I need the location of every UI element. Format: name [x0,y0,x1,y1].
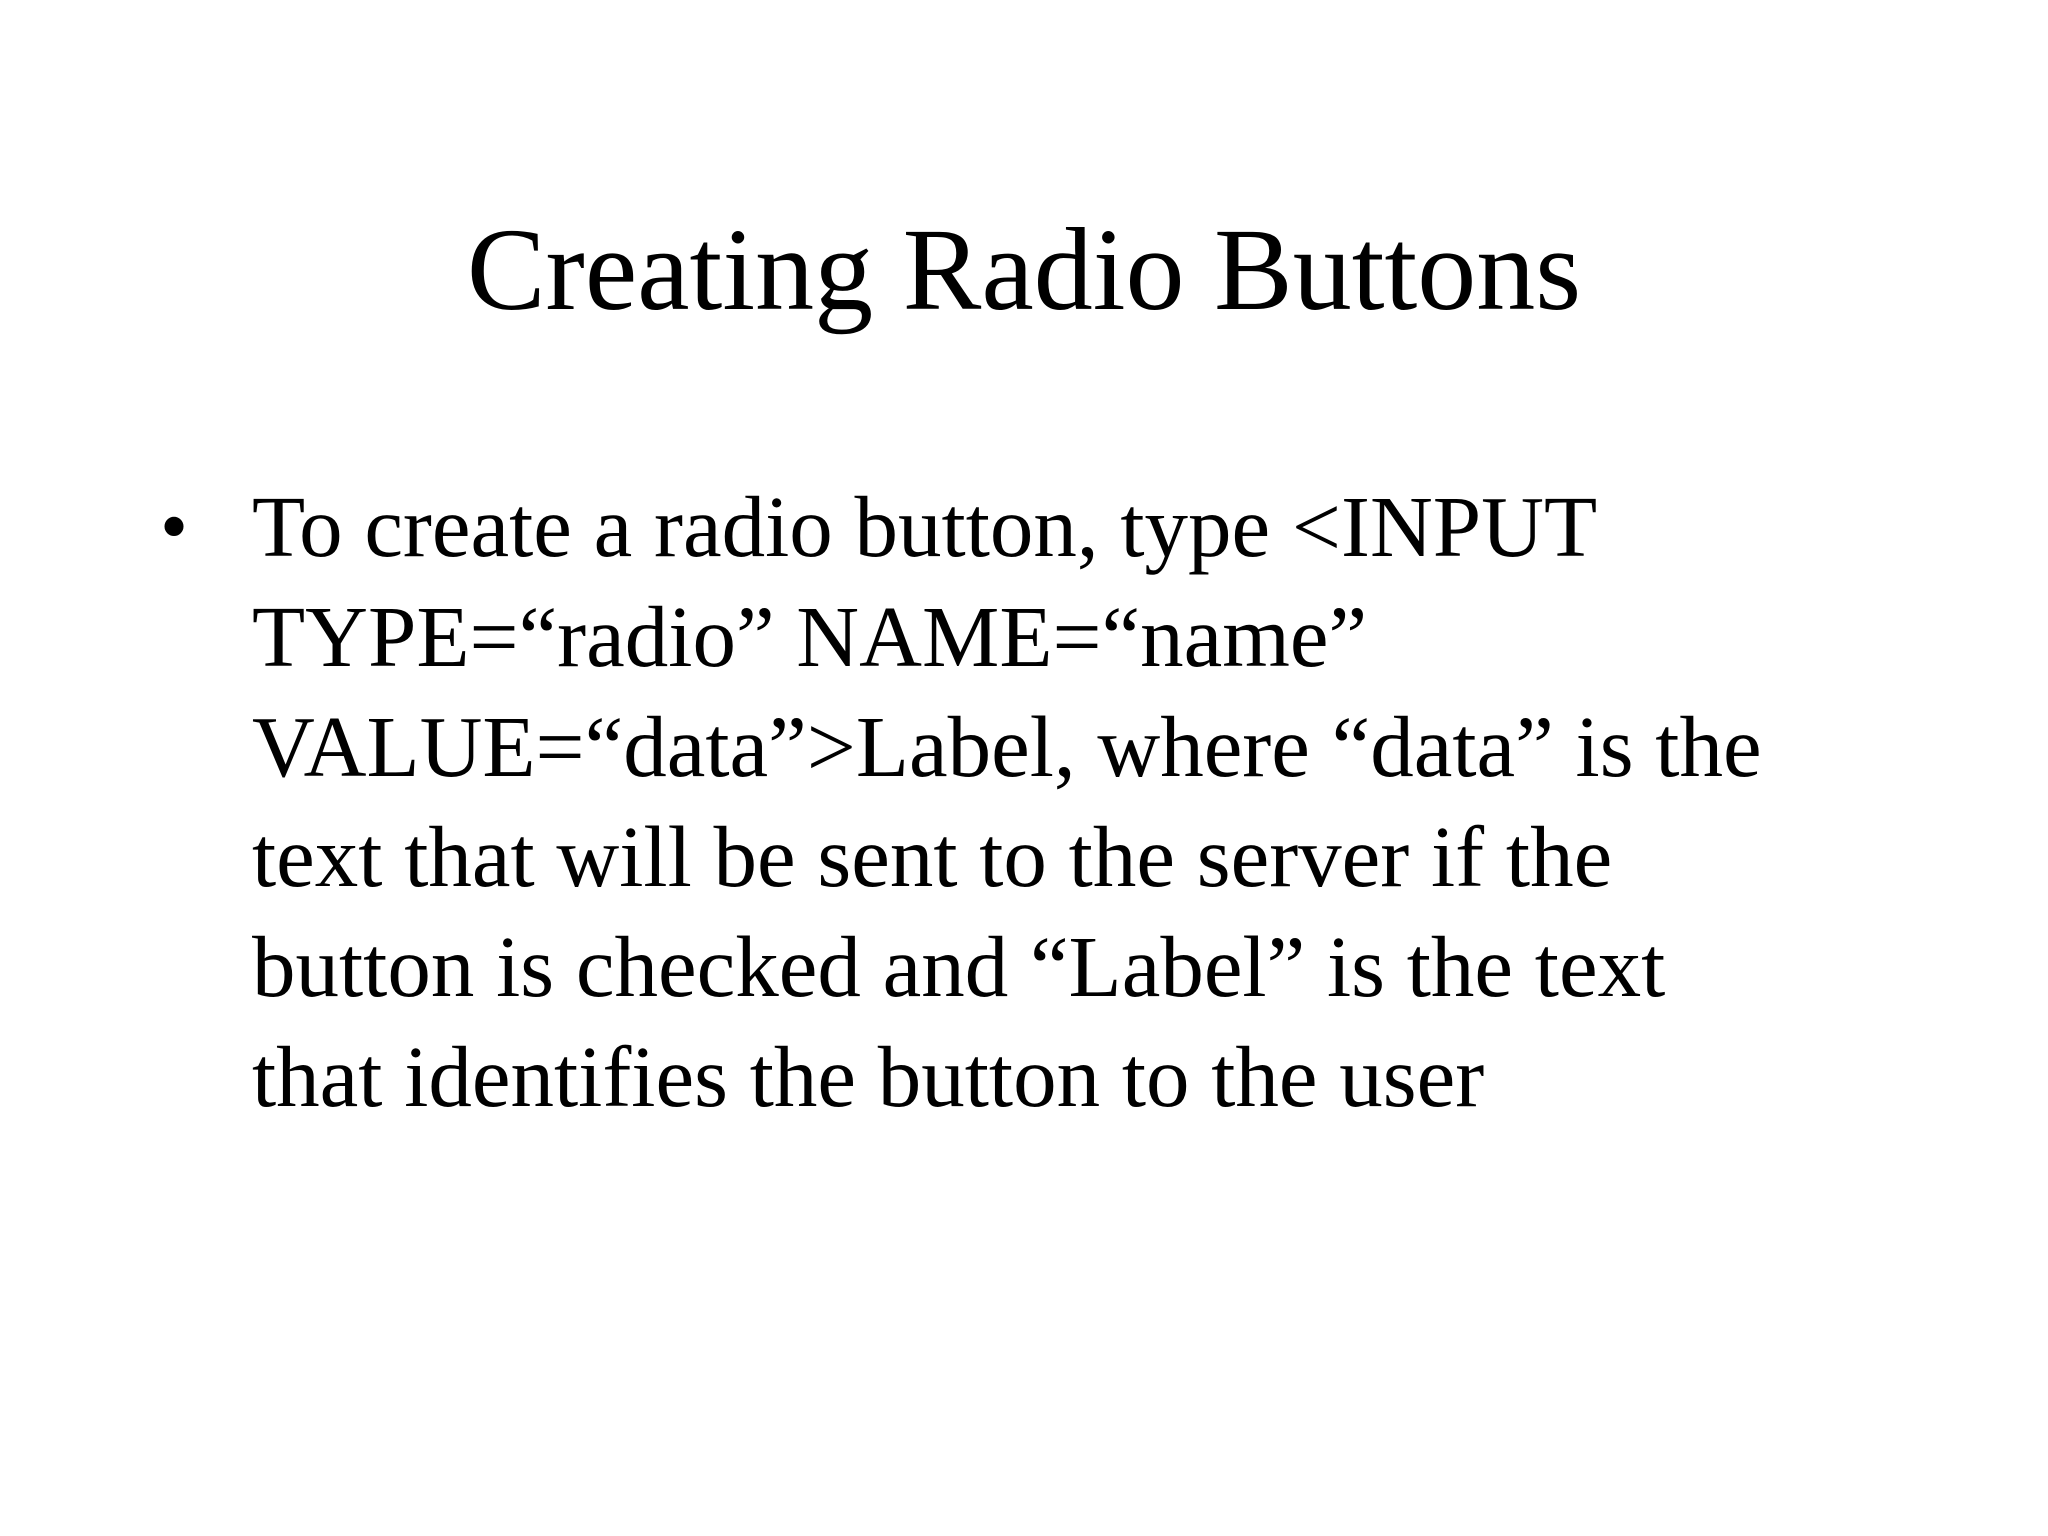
bullet-dot-icon: • [160,483,189,571]
bullet-text-line: To create a radio button, type <INPUT [252,478,1598,575]
bullet-text-line: button is checked and “Label” is the text [252,918,1666,1015]
bullet-text-line: TYPE=“radio” NAME=“name” [252,588,1368,685]
slide-title: Creating Radio Buttons [466,204,1582,335]
bullet-item [160,472,1920,1132]
bullet-text-line: text that will be sent to the server if the [252,808,1613,905]
bullet-text-line: VALUE=“data”>Label, where “data” is the [252,698,1762,795]
bullet-text-line: that identifies the button to the user [252,1028,1485,1125]
bullet-list [160,472,1920,1132]
